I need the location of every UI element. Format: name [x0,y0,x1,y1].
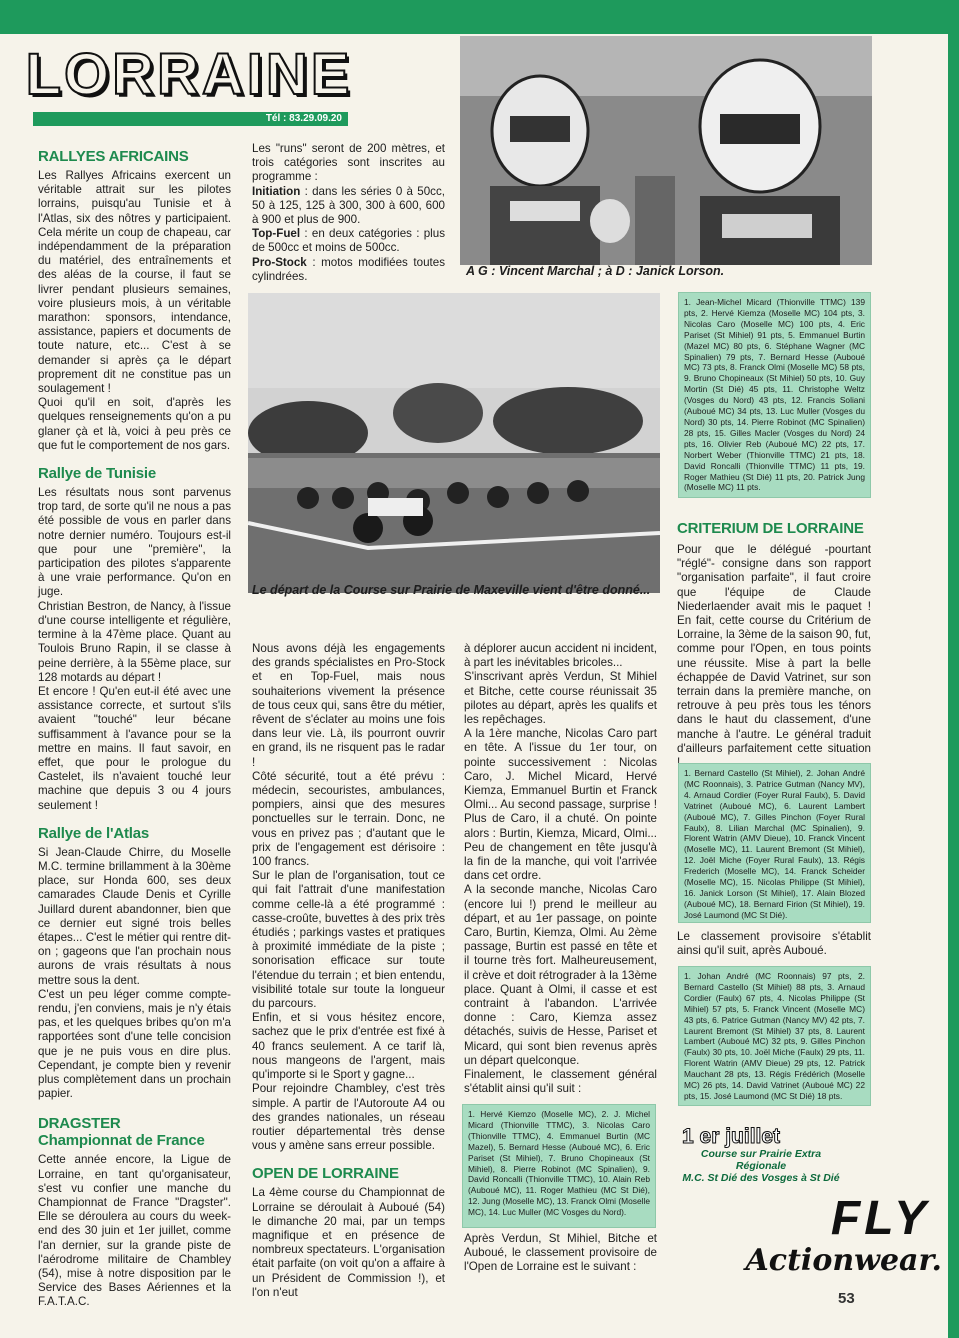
paragraph: Côté sécurité, tout a été prévu : médecin, secouristes, ambulances, pompiers, ainsi que des mesures ponctuelles sur le terrain. Donc, ne vous en privez pas ; d'autant que le prix de l'engagement est dérisoire : 100 francs. [252,769,445,869]
paragraph: A la seconde manche, Nicolas Caro (encore lui !) prend le meilleur au départ, et au 1er passage, on pointe Caro, Burtin, Kiemza, Olmi. Au 2ème passage, Burtin est passé en tête et il tourne très fort. Malheureusement, il crève et doit rétrograder à la 13ème place. Quant à Olmi, il casse et est contraint à l'abandon. L'arrivée donne : Caro, Kiemza assez détachés, suivis de Hesse, Pariset et Micard, qui sont bien revenus après un départ quelconque. [464,883,657,1067]
paragraph: Sur le plan de l'organisation, tout ce qui fait l'attrait d'une manifestation comme celle-là a été programmé : casse-croûte, buvettes à des prix très étudiés ; parkings vastes et pratiques à proximité immédiate de la piste ; sonorisation efficace sur toute l'étendue du terrain ; et bien entendu, visibilité totale sur toute la longueur du parcours. [252,869,445,1011]
paragraph: C'est un peu léger comme compte-rendu, j'en conviens, mais je n'y étais pas, et les quelques bribes qu'on m'a rapportées sont d'une telle concision que je ne puis vous en dire plus. Cependant, je compte bien y revenir plus complètement dans un prochain papier. [38,987,231,1101]
paragraph: Finalement, le classement général s'établit ainsi qu'il suit : [464,1068,657,1096]
paragraph: Les "runs" seront de 200 mètres, et trois catégories sont inscrites au programme : [252,142,445,184]
paragraph: Enfin, et si vous hésitez encore, sachez que le prix d'entrée est fixé à 40 francs seulement. A ce tarif là, nous mangeons de l'argent, mais qu'importe si le Sport y gagne... [252,1011,445,1082]
column-3 [464,642,657,1097]
heading-criterium-lorraine: CRITERIUM DE LORRAINE [677,520,864,537]
right-green-edge [948,0,959,1338]
heading-rallyes-africains: RALLYES AFRICAINS [38,148,189,165]
column-4-middle [677,930,871,958]
open-results-box: 1. Hervé Kiemzo (Moselle MC), 2. J. Michel Micard (Thionville TTMC), 3. Nicolas Caro (Thionville TTMC), 4. Emmanuel Burtin (MC Mazel), 5. Bernard Hesse (Auboué MC), 6. Eric Pariset (St Mihiel), 7. Bruno Chopineaux (St Mihiel), 8. Pierre Robinot (MC Spinalien), 9. David Roncalli (Thionville TTMC), 10. Alain Reb (Auboué MC), 11. Roger Mathieu (MC St Dié), 12. Jung (Moselle MC), 13. Franck Olmi (Moselle MC), 14. Luc Muller (MC Vosges du Nord). [462,1104,656,1228]
text-top-fuel: : en deux catégories : plus de 500cc et moins de 500cc. [252,227,445,255]
heading-rallye-tunisie: Rallye de Tunisie [38,465,157,483]
paragraph: Les résultats nous sont parvenus trop tard, de sorte qu'il ne nous a pas été possible de vous en parler dans notre dernier numéro. Toujours est-il que pour une "première", la participation des pilotes s'apparente à une vraie performance. Qu'on en juge. [38,486,231,599]
heading-dragster: DRAGSTER [38,1115,121,1133]
paragraph: Christian Bestron, de Nancy, à l'issue d'une course intelligente et régulière, termine à la 47ème place. Quant au Toulois Bruno Rapin, il se classe à peine derrière, à la 55ème place, sur 128 motards au départ ! [38,599,231,684]
heading-championnat-france: Championnat de France [38,1132,205,1150]
riders-photo [460,36,872,265]
fly-actionwear-ad [680,1194,942,1286]
category-initiation [252,185,445,228]
text-pro-stock: : motos modifiées toutes cylindrées. [252,255,445,283]
label-top-fuel: Top-Fuel [252,227,301,241]
paragraph: Après Verdun, St Mihiel, Bitche et Auboué, le classement provisoire de l'Open de Lorraine est le suivant : [464,1232,657,1274]
actionwear-logo-text: Actionwear. [745,1243,942,1278]
event-location: M.C. St Dié des Vosges à St Dié [682,1172,840,1184]
paragraph: La 4ème course du Championnat de Lorraine se déroulait à Auboué (54) le dimanche 20 mai, par un temps magnifique et en présence de nombreux spectateurs. L'organisation était parfaite (on voit qu'on a affaire à un Président de Commission !), et l'on n'eut [252,1186,445,1299]
paragraph: Pour que le délégué -pourtant "réglé"- consigne dans son rapport "organisation parfaite", il faut croire que l'équipe de Claude Niederlaender avait mis le paquet ! En fait, cette course du Critérium de Lorraine, la 3ème de la saison 90, fut, comme pour l'Open, en tous points une réussite. Mise à part la belle échappée de David Vatrinet, sur son terrain dans la première manche, on retrouve à peu près tous les ténors dans le haut du classement, d'une manche à l'autre. Le général traduit d'ailleurs parfaitement cette situation [677,543,871,755]
paragraph: Pour rejoindre Chambley, c'est très simple. A partir de l'Autoroute A4 ou des grandes nationales, un réseau routier départemental très dense vous y amène sans erreur possible. [252,1082,445,1153]
riders-photo-caption: A G : Vincent Marchal ; à D : Janick Lorson. [466,264,725,278]
paragraph: A la 1ère manche, Nicolas Caro part en tête. A l'issue du 1er tour, on pointe successivement : Nicolas Caro, J. Michel Micard, Hervé Kiemza, Emmanuel Burtin et Franck Olmi... Au second passage, surprise ! Plus de Caro, il a chuté. On pointe alors : Burtin, Kiemza, Micard, Olmi... Peu de changement en tête jusqu'à la fin de la manche, qui voit l'arrivée dans cet ordre. [464,727,657,883]
column-2-bottom [252,642,445,1300]
page-number: 53 [838,1290,855,1307]
criterium-standings-box: 1. Johan André (MC Roonnais) 97 pts, 2. Bernard Castello (St Mihiel) 88 pts, 3. Arnaud Cordier (Faulx) 67 pts, 4. Nicolas Philippe (St Mihiel) 57 pts, 5. Franck Vincent (Moselle MC) 43 pts, 6. Patrice Gutman (Nancy MV) 42 pts, 7. Laurent Bremont (St Mihiel) 37 pts, 8. Laurent Lambert (Auboué MC) 32 pts, 9. Gilles Pinchon (Faulx) 30 pts, 10. Joël Miche (Faulx) 29 pts, 11. Florent Watrin (AMV Dieue) 29 pts, 12. Patrick Mauchant 28 pts, 13. Régis Frédérich (Moselle MC) 26 pts, 14. David Vatrinet (Auboué MC) 22 pts, 15. José Laumond (MC St Dié) 18 pts. [678,966,871,1106]
section-title: LORRAINE [25,41,353,107]
paragraph: Cette année encore, la Ligue de Lorraine, en tant qu'organisateur, s'est vu confier une manche du Championnat de France "Dragster". Elle se déroulera au cours du week-end des 30 juin et 1er juillet, comme l'an dernier, sur la grande piste de l'aérodrome militaire de Chambley (54), mise à notre disposition par le Service des Bases Aériennes et la F.A.T.A.C. [38,1153,231,1309]
column-1 [38,148,231,1310]
phone-bar: Tél : 83.29.09.20 [33,112,348,126]
column-2-top [252,142,445,284]
paragraph: Quoi qu'il en soit, d'après les quelques renseignements qu'on a pu glaner çà et là, voici à peu près ce que fut le comportement de nos gars. [38,396,231,452]
event-title: Course sur Prairie Extra Régionale [700,1148,822,1172]
heading-rallye-atlas: Rallye de l'Atlas [38,824,150,842]
race-start-caption: Le départ de la Course sur Prairie de Maxeville vient d'être donné... [252,583,651,597]
fly-logo-text: FLY [830,1192,930,1245]
paragraph: à déplorer aucun accident ni incident, à part les inévitables bricoles... [464,642,657,670]
paragraph: Si Jean-Claude Chirre, du Moselle M.C. termine brillamment à la 30ème place, sur Honda 600, ses deux camarades Claude Denis et Cyrille Juillard durent abandonner, bien que ce dernier eut signé trois belles étapes... C'est le métier qui rentre dit-on ; gageons que l'an prochain nous aurons de vrais résultats à nous mettre sous la dent. [38,845,231,987]
riders-photo-art [460,36,872,265]
category-top-fuel [252,227,445,255]
paragraph: Les Rallyes Africains exercent un véritable attrait sur les pilotes lorrains, puisqu'au Tunisie et à l'Atlas, six des nôtres y participaient. Cela mérite un coup de chapeau, car indépendamment de la préparation du matériel, des entraînements et des aléas de la course, il faut se livrer pendant plusieurs semaines, voire plusieurs mois, à un véritable marathon: sponsors, intendance, assistance, papiers et documents de toute nature, etc... C'est à se demander si après ça le départ proprement dit ne constitue pas un soulagement ! [38,169,231,396]
paragraph: Et encore ! Qu'en eut-il été avec une assistance correcte, et surtout s'ils avaient "touché" leur bécane suffisamment à l'avance pour se la mettre en mains. Il faut savoir, en effet, que pour le prologue du Castelet, ils n'avaient touché leur machine que depuis 3 ou 4 jours seulement ! [38,684,231,812]
text-initiation: : dans les séries 0 à 50cc, 50 à 125, 125 à 300, 300 à 600, 600 à 900 et plus de 900. [252,184,445,227]
section-title-box [25,34,353,114]
event-badge [676,1126,846,1188]
open-standings-box: 1. Jean-Michel Micard (Thionville TTMC) 139 pts, 2. Hervé Kiemza (Moselle MC) 104 pts, 3. Nicolas Caro (Moselle MC) 100 pts, 4. Eric Pariset (St Mihiel) 91 pts, 5. Emmanuel Burtin (Mazel MC) 80 pts, 6. Stéphane Wagner (MC Spinalien) 79 pts, 7. Bernard Hesse (Auboué MC) 73 pts, 8. Franck Olmi (Moselle MC) 58 pts, 9. Bruno Chopineaux (St Mihiel) 50 pts, 10. Guy Mortin (St Dié) 45 pts, 11. Christophe Weltz (Vosges du Nord) 43 pts, 12. Francis Soliani (Auboué MC) 34 pts, 13. Luc Muller (Vosges du Nord) 30 pts, 14. Pierre Robinot (MC Spinalien) 28 pts, 15. Gilles Macler (Vosges du Nord) 24 pts, 16. Olivier Reb (Auboué MC) 22 pts, 17. Norbert Weber (Thionville TTMC) 21 pts, 18. David Roncalli (Thionville TTMC) 11 pts, 19. Roger Mathieu (St Dié) 11 pts, 20. Patrick Jung (Moselle MC) 11 pts. [678,292,871,498]
race-start-photo-art [248,293,660,593]
paragraph: Le classement provisoire s'établit ainsi qu'il suit, après Auboué. [677,930,871,958]
column-3-end [464,1232,657,1275]
criterium-results-box: 1. Bernard Castello (St Mihiel), 2. Johan André (MC Roonnais), 3. Patrice Gutman (Nancy MV), 4. Arnaud Cordier (Foyer Rural Faulx), 5. David Vatrinet (Auboué MC), 6. Laurent Lambert (Auboué MC), 7. Gilles Pinchon (Foyer Rural Faulx), 8. Lilian Marchal (MC Spinalien), 9. Florent Watrin (AMV Dieue), 10. Franck Vincent (Moselle MC), 11. Laurent Bremont (St Mihiel), 12. Joël Miche (Foyer Rural Faulx), 13. Régis Frederich (Moselle MC), 14. Franck Scheider (Moselle MC), 15. Nicolas Philippe (St Mihiel), 16. Janick Lorson (St Mihiel), 17. Alain Blozed (Auboué MC), 18. Bernard Firion (St Mihiel), 19. José Laumond (MC St Dié). [678,763,871,923]
paragraph: Nous avons déjà les engagements des grands spécialistes en Pro-Stock et en Top-Fuel, mais nous souhaiterions vivement la présence de tous ceux qui, sans être du métier, rêvent de s'éclater au moins une fois dans leur vie. Là, ils pourront ouvrir en grand, ils ne risquent pas le radar ! [252,642,445,769]
category-pro-stock [252,256,445,284]
race-start-photo [248,293,660,593]
paragraph: S'inscrivant après Verdun, St Mihiel et Bitche, cette course réunissait 35 pilotes au départ, après les qualifs et les repêchages. [464,670,657,727]
label-initiation: Initiation [252,184,301,198]
label-pro-stock: Pro-Stock [252,255,307,269]
top-green-band [0,0,959,34]
column-4 [677,520,871,770]
event-date: 1 er juillet [682,1125,781,1148]
heading-open-lorraine: OPEN DE LORRAINE [252,1165,399,1183]
